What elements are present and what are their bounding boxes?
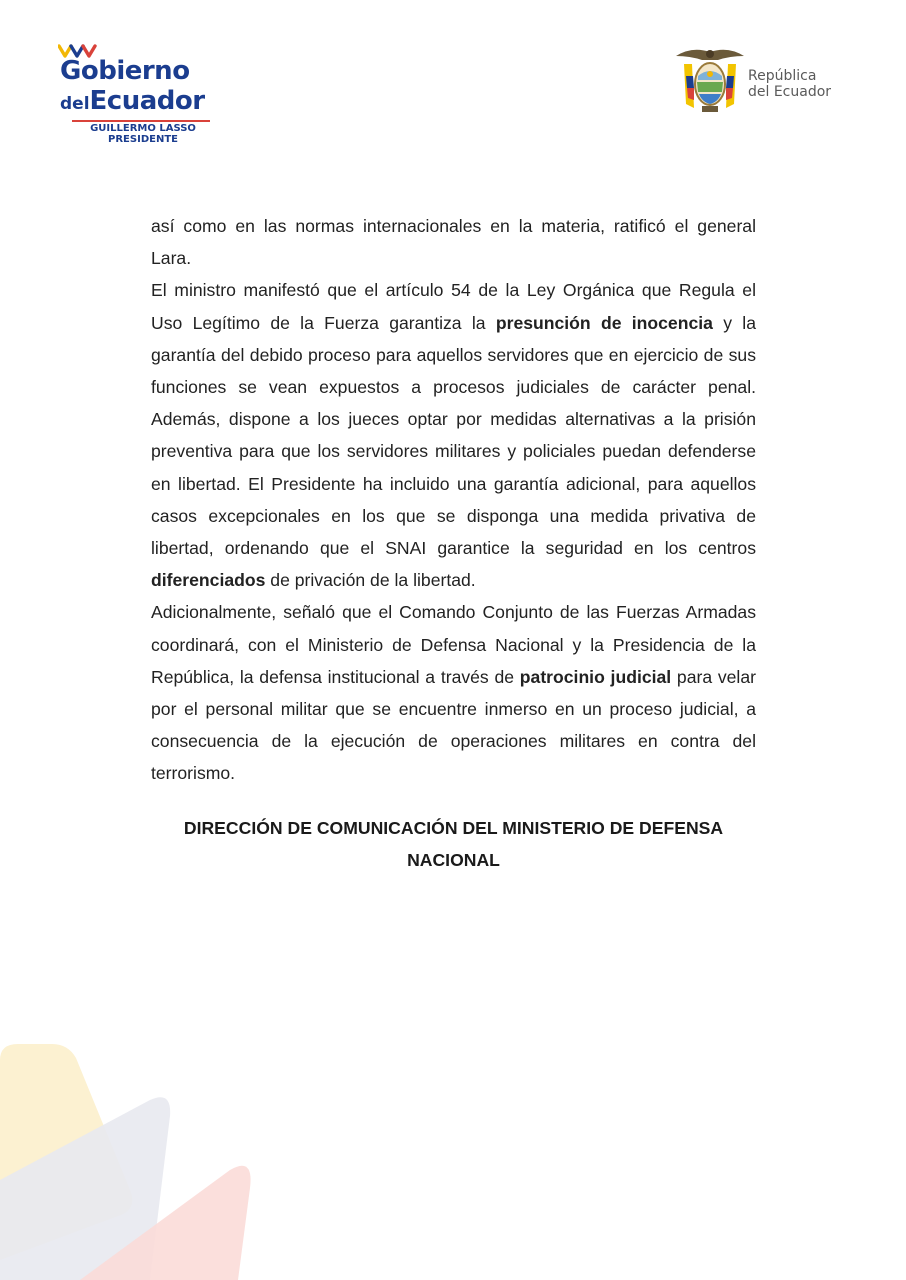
document-body [151,210,756,790]
issuer-signature [151,812,756,876]
paragraph-3 [151,596,756,789]
paragraph-2-text-c: y la garantía del debido proceso para aquellos servidores que en ejercicio de sus funciones se vean expuestos a procesos judiciales de carácter penal. Además, dispone a los jueces optar por medidas alternativas a la prisión preventiva para que los servidores militares y policiales puedan defenderse en libertad. El Presidente ha incluido una garantía adicional, para aquellos casos excepcionales en los que se disponga una medida privativa de libertad, ordenando que el SNAI garantice la seguridad en los centros [151,312,756,559]
logo-word-del: del [60,94,90,114]
paragraph-2-bold-presuncion: presunción de inocencia [495,312,713,333]
paragraph-1: así como en las normas internacionales en la materia, ratificó el general Lara. [151,216,756,269]
paragraph-3-text-a: Adicionalmente, señaló que el Comando Conjunto de las Fuerzas Armadas coordinará, con el Ministerio de Defensa Nacional y la Presidencia de la República, la defensa institucional a través de [151,602,756,687]
gobierno-ecuador-logo [52,40,227,145]
logo-word-gobierno: Gobierno [60,56,190,86]
logo-divider [72,120,210,122]
paragraph-3-text-c: para velar por el personal militar que se encuentre inmerso en un proceso judicial, a consecuencia de la ejecución de operaciones militares en contra del terrorismo. [151,666,756,784]
president-role: PRESIDENTE [108,134,178,145]
paragraph-2-text-d: de privación de la libertad. [265,570,476,591]
paragraph-2-text-a: El ministro manifestó que el artículo 54 de la Ley Orgánica que Regula el Uso Legítimo de la Fuerza garantiza la [151,280,756,333]
republica-ecuador-logo [672,42,862,122]
issuer-line-2: NACIONAL [407,850,500,870]
logo-president [74,123,212,145]
coat-of-arms-icon [672,42,748,118]
issuer-line-1: DIRECCIÓN DE COMUNICACIÓN DEL MINISTERIO DE DEFENSA [183,818,724,838]
logo-word-del-ecuador [60,86,205,116]
paragraph-3-bold-patrocinio: patrocinio judicial [519,666,672,687]
logo-word-ecuador: Ecuador [89,86,205,116]
republica-text [748,68,831,100]
republica-line2: del Ecuador [748,84,832,100]
paragraph-2 [151,274,756,596]
paragraph-2-bold-diferenciados: diferenciados [151,570,266,591]
corner-shapes-decoration [0,1030,260,1280]
republica-line1: República [748,68,817,84]
president-name: GUILLERMO LASSO [90,123,196,134]
